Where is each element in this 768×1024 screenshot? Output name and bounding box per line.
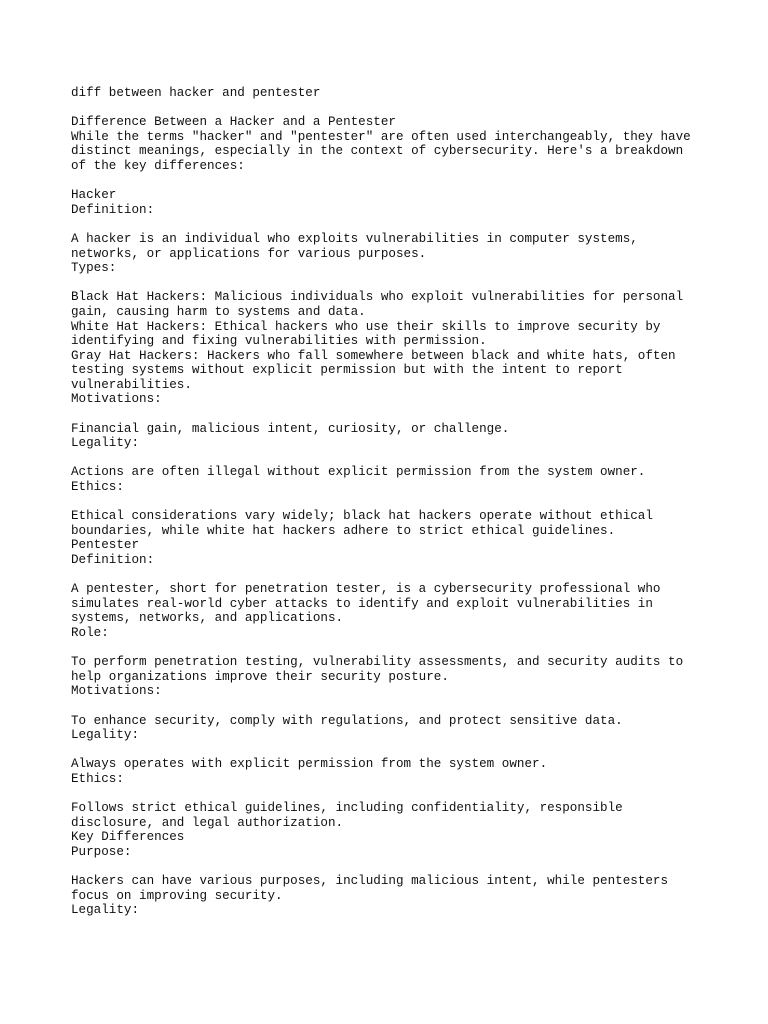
text-line: identifying and fixing vulnerabilities with permission. (71, 334, 487, 349)
blank-line (71, 407, 751, 422)
text-line: Actions are often illegal without explicit permission from the system owner. (71, 465, 646, 480)
document-text (71, 86, 751, 918)
text-line: Purpose: (71, 844, 132, 859)
blank-line (71, 495, 751, 510)
text-line: gain, causing harm to systems and data. (71, 304, 366, 319)
text-line: disclosure, and legal authorization. (71, 815, 344, 830)
text-line: Motivations: (71, 392, 162, 407)
text-line: Hackers can have various purposes, including malicious intent, while pentesters (71, 874, 669, 889)
text-line: help organizations improve their security posture. (71, 669, 449, 684)
text-line: Always operates with explicit permission from the system owner. (71, 757, 548, 772)
text-line: networks, or applications for various purposes. (71, 246, 427, 261)
text-line: Ethics: (71, 771, 124, 786)
blank-line (71, 859, 751, 874)
blank-line (71, 217, 751, 232)
blank-line (71, 568, 751, 583)
text-line: Legality: (71, 903, 140, 918)
text-line: Definition: (71, 202, 155, 217)
text-line: Follows strict ethical guidelines, including confidentiality, responsible (71, 801, 623, 816)
text-line: systems, networks, and applications. (71, 611, 344, 626)
text-line: boundaries, while white hat hackers adhere to strict ethical guidelines. (71, 523, 616, 538)
text-line: testing systems without explicit permission but with the intent to report (71, 363, 623, 378)
text-line: To enhance security, comply with regulations, and protect sensitive data. (71, 713, 623, 728)
text-line: Ethics: (71, 480, 124, 495)
text-line: vulnerabilities. (71, 377, 192, 392)
text-line: Types: (71, 261, 117, 276)
text-line: of the key differences: (71, 158, 245, 173)
text-line: Definition: (71, 553, 155, 567)
text-line: While the terms "hacker" and "pentester" are often used interchangeably, they have (71, 129, 691, 144)
blank-line (71, 101, 751, 116)
blank-line (71, 174, 751, 189)
text-line: diff between hacker and pentester (71, 86, 321, 100)
text-line: Pentester (71, 538, 140, 553)
text-line: Financial gain, malicious intent, curiosity, or challenge. (71, 421, 510, 436)
text-line: Difference Between a Hacker and a Pentester (71, 115, 396, 130)
text-line: A pentester, short for penetration tester, is a cybersecurity professional who (71, 582, 661, 597)
blank-line (71, 743, 751, 758)
blank-line (71, 641, 751, 656)
text-line: Ethical considerations vary widely; black hat hackers operate without ethical (71, 509, 653, 524)
text-line: Black Hat Hackers: Malicious individuals who exploit vulnerabilities for personal (71, 290, 684, 305)
blank-line (71, 276, 751, 291)
text-line: To perform penetration testing, vulnerability assessments, and security audits to (71, 655, 684, 670)
text-line: White Hat Hackers: Ethical hackers who use their skills to improve security by (71, 319, 661, 334)
text-line: Motivations: (71, 684, 162, 699)
text-line: Hacker (71, 188, 117, 203)
text-line: Key Differences (71, 830, 185, 845)
text-line: distinct meanings, especially in the context of cybersecurity. Here's a breakdown (71, 144, 684, 159)
text-line: Legality: (71, 728, 140, 743)
text-line: A hacker is an individual who exploits vulnerabilities in computer systems, (71, 231, 638, 246)
blank-line (71, 787, 751, 802)
text-line: simulates real-world cyber attacks to identify and exploit vulnerabilities in (71, 596, 653, 611)
blank-line (71, 451, 751, 466)
text-line: Gray Hat Hackers: Hackers who fall somewhere between black and white hats, often (71, 348, 676, 363)
text-line: focus on improving security. (71, 888, 283, 903)
text-line: Role: (71, 625, 109, 640)
blank-line (71, 699, 751, 714)
text-line: Legality: (71, 436, 140, 451)
